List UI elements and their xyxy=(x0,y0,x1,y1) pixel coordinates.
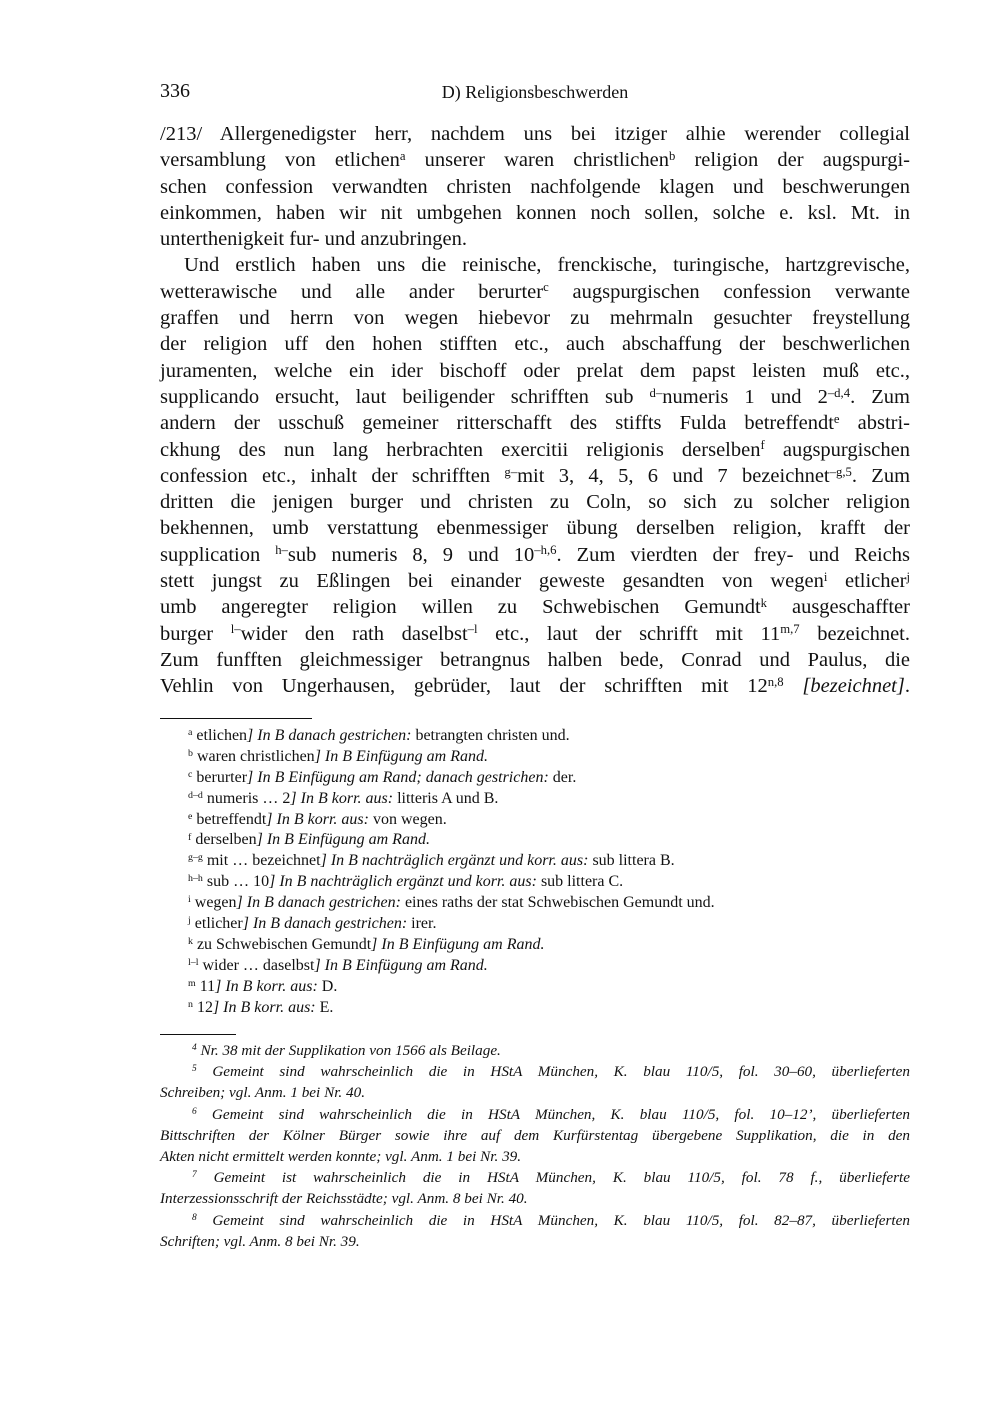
text-run: . Zum vierdten der frey- und Reichs xyxy=(556,543,910,566)
text-line xyxy=(160,673,910,699)
text-run: Vehlin von Ungerhausen, gebrüder, laut der schrifften mit 12 xyxy=(160,675,768,698)
text-run: religion der augspurgi- xyxy=(675,149,910,172)
editorial-text: ] In B danach gestrichen: xyxy=(242,915,412,933)
editorial-text: ] In B korr. aus: xyxy=(290,789,398,807)
text-run: andern der usschuß gemeiner ritterschafft des stiffts Fulda betreffendt xyxy=(160,412,834,435)
text-run: sub littera C. xyxy=(540,873,624,891)
note-marker: a xyxy=(399,148,406,163)
editorial-text: ] In B Einfügung am Rand. xyxy=(314,747,489,765)
text-run: eines raths der stat Schwebischen Gemundt und. xyxy=(404,894,715,912)
text-run: supplicando ersucht, laut beiligender schrifften sub xyxy=(160,385,650,408)
note-marker: i xyxy=(188,894,191,906)
text-run: graffen und herrn von wegen hiebevor zu mehrmaln gesuchter freystellung xyxy=(160,307,910,330)
note-marker: 8 xyxy=(192,1212,197,1223)
text-run: Bittschriften der Kölner Bürger sowie ihre auf dem Kurfürstentag übergebene Supplikation, die in den xyxy=(160,1126,910,1144)
textual-note xyxy=(160,893,910,914)
note-marker: d– xyxy=(649,385,663,400)
editorial-text: ] In B danach gestrichen: xyxy=(236,894,405,912)
text-run: Gemeint sind wahrscheinlich die in HStA München, K. blau 110/5, fol. 30–60, überlieferten xyxy=(196,1063,910,1081)
text-line xyxy=(160,515,910,541)
text-line xyxy=(160,174,910,200)
text-run: derselben xyxy=(191,831,257,849)
text-run: etlicher xyxy=(190,915,243,933)
text-run: E. xyxy=(319,998,334,1016)
note-marker: g– xyxy=(504,464,518,479)
text-run: Gemeint sind wahrscheinlich die in HStA München, K. blau 110/5, fol. 82–87, überlieferten xyxy=(196,1211,910,1229)
textual-note xyxy=(160,789,910,810)
text-run: stett jungst zu Eßlingen bei einander geweste gesandten von wegen xyxy=(160,570,824,593)
text-run: Akten nicht ermittelt werden konnte; vgl. Anm. 1 bei Nr. 39. xyxy=(160,1147,522,1165)
note-marker: 4 xyxy=(192,1043,197,1054)
note-marker: f xyxy=(188,831,192,843)
text-run: berurter xyxy=(192,768,248,786)
text-run: /213/ Allergenedigster herr, nachdem uns bei itziger alhie werender collegial xyxy=(160,123,910,145)
text-run: burger xyxy=(160,622,231,645)
text-line xyxy=(160,121,910,147)
text-run: augspurgischen confession verwante xyxy=(548,280,911,303)
note-marker: h– xyxy=(275,543,288,558)
note-marker: b xyxy=(188,747,193,759)
textual-note xyxy=(160,747,910,768)
editorial-text: [bezeichnet] xyxy=(802,675,905,698)
text-run: bezeichnet. xyxy=(799,622,910,645)
text-run: wegen xyxy=(190,894,237,912)
text-line xyxy=(160,226,910,252)
commentary-note-line xyxy=(160,1167,910,1188)
text-run: betrangten christen und. xyxy=(415,727,570,744)
main-text xyxy=(160,121,910,700)
text-run: wetterawische und alle ander berurter xyxy=(160,280,544,303)
text-run: betreffendt xyxy=(192,810,267,828)
note-marker: k xyxy=(188,935,193,947)
note-marker: –l xyxy=(467,622,478,637)
text-run: Schriften; vgl. Anm. 8 bei Nr. 39. xyxy=(160,1232,360,1250)
note-marker: l– xyxy=(230,622,241,637)
text-run: confession etc., inhalt der schrifften xyxy=(160,464,505,487)
text-run: sub numeris 8, 9 und 10 xyxy=(287,543,535,566)
text-line xyxy=(160,279,910,305)
text-run: D. xyxy=(321,977,338,995)
commentary-rule xyxy=(160,1034,236,1035)
text-run: . Zum xyxy=(851,464,911,487)
text-line xyxy=(160,384,910,410)
note-marker: –d,4 xyxy=(827,385,851,400)
text-line xyxy=(160,331,910,357)
note-marker: h–h xyxy=(188,873,203,885)
text-line xyxy=(160,542,910,568)
text-run: . Zum xyxy=(850,385,910,408)
footnote-rule xyxy=(160,718,312,719)
editorial-text: ] In B Einfügung am Rand. xyxy=(371,935,545,953)
text-line xyxy=(160,647,910,673)
page-number: 336 xyxy=(160,80,190,102)
text-run: zu Schwebischen Gemundt xyxy=(192,935,372,953)
commentary-note-line xyxy=(160,1188,910,1209)
note-marker: d–d xyxy=(188,789,203,801)
note-marker: e xyxy=(188,810,193,822)
editorial-text: ] In B Einfügung am Rand. xyxy=(256,831,430,849)
text-run: von wegen. xyxy=(372,810,447,828)
commentary-note-line xyxy=(160,1061,910,1082)
commentary-note-line xyxy=(160,1104,910,1125)
text-run: . xyxy=(904,675,910,698)
note-marker: i xyxy=(823,569,828,584)
note-marker: e xyxy=(833,411,840,426)
text-run: mit 3, 4, 5, 6 und 7 bezeichnet xyxy=(517,464,830,487)
text-run: sub … 10 xyxy=(202,873,270,891)
text-run: 11 xyxy=(195,977,216,995)
note-marker: m,7 xyxy=(780,622,800,637)
text-run: unserer waren christlichen xyxy=(405,149,669,172)
note-marker: 5 xyxy=(192,1064,197,1075)
textual-note xyxy=(160,726,910,747)
text-run: Gemeint ist wahrscheinlich die in HStA München, K. blau 110/5, fol. 78 f., überlieferte xyxy=(196,1169,910,1187)
text-run: numeris … 2 xyxy=(202,789,291,807)
text-line xyxy=(160,621,910,647)
text-run: etlicher xyxy=(827,570,907,593)
text-run: umb angeregter religion willen zu Schwebischen Gemundt xyxy=(160,596,761,619)
editorial-text: ] In B korr. aus: xyxy=(215,977,322,995)
text-run: etlichen xyxy=(192,727,248,744)
note-marker: m xyxy=(188,977,196,989)
text-run: irer. xyxy=(411,915,437,933)
commentary-notes xyxy=(160,1040,910,1252)
text-run: supplication xyxy=(160,543,276,566)
textual-note xyxy=(160,768,910,789)
commentary-note-line xyxy=(160,1146,910,1167)
editorial-text: ] In B nachträglich ergänzt und korr. aus: xyxy=(269,873,541,891)
text-run: Zum funfften gleichmessiger betrangnus halben bede, Conrad und Paulus, die xyxy=(160,648,910,671)
textual-note xyxy=(160,872,910,893)
text-run: unterthenigkeit fur- und anzubringen. xyxy=(160,228,467,251)
text-line xyxy=(160,437,910,463)
text-line xyxy=(160,200,910,226)
page-header xyxy=(160,80,910,108)
text-line xyxy=(160,147,910,173)
text-run: abstri- xyxy=(839,412,910,435)
text-run: augspurgischen xyxy=(764,438,910,461)
note-marker: k xyxy=(760,596,768,610)
textual-note xyxy=(160,851,910,872)
editorial-text: ] In B korr. aus: xyxy=(266,810,373,828)
note-marker: n,8 xyxy=(767,674,784,689)
note-marker: c xyxy=(188,768,193,780)
editorial-text: ] In B Einfügung am Rand. xyxy=(314,956,488,974)
text-line xyxy=(160,358,910,384)
note-marker: j xyxy=(906,569,910,584)
text-run: wider den rath daselbst xyxy=(240,622,468,645)
note-marker: –g,5 xyxy=(829,464,852,479)
editorial-text: ] In B Einfügung am Rand; danach gestrichen: xyxy=(247,768,553,786)
text-run: Nr. 38 mit der Supplikation von 1566 als Beilage. xyxy=(196,1042,501,1059)
text-line xyxy=(160,410,910,436)
note-marker: c xyxy=(543,280,549,295)
textual-note xyxy=(160,935,910,956)
text-run: wider … daselbst xyxy=(198,956,315,974)
commentary-note-line xyxy=(160,1040,910,1061)
editorial-text: ] In B nachträglich ergänzt und korr. aus: xyxy=(320,852,593,870)
text-line xyxy=(160,463,910,489)
text-line xyxy=(160,568,910,594)
textual-note xyxy=(160,998,910,1019)
commentary-note-line xyxy=(160,1082,910,1103)
textual-note xyxy=(160,830,910,851)
text-run: versamblung von etlichen xyxy=(160,149,400,172)
textual-note xyxy=(160,956,910,977)
text-run: waren christlichen xyxy=(192,747,315,765)
text-run: Schreiben; vgl. Anm. 1 bei Nr. 40. xyxy=(160,1084,365,1102)
text-run: der religion uff den hohen stifften etc., auch abschaffung der beschwerlichen xyxy=(160,333,910,356)
note-marker: b xyxy=(668,148,676,163)
note-marker: 7 xyxy=(192,1170,197,1181)
textual-notes xyxy=(160,726,910,1018)
text-run: ckhung des nun lang herbrachten exercitii religionis derselben xyxy=(160,438,761,461)
commentary-note-line xyxy=(160,1231,910,1252)
textual-note xyxy=(160,810,910,831)
textual-note xyxy=(160,914,910,935)
commentary-note-line xyxy=(160,1210,910,1231)
textual-note xyxy=(160,977,910,998)
editorial-text: ] In B korr. aus: xyxy=(212,998,320,1016)
note-marker: a xyxy=(188,727,193,739)
note-marker: l–l xyxy=(188,956,199,968)
text-run: litteris A und B. xyxy=(397,789,499,807)
text-run: einkommen, haben wir nit umbgehen konnen noch sollen, solche e. ksl. Mt. in xyxy=(160,201,910,224)
note-marker: g–g xyxy=(188,852,203,864)
note-marker: f xyxy=(760,438,765,453)
text-run: sub littera B. xyxy=(592,852,675,870)
text-line xyxy=(160,594,910,620)
text-line xyxy=(160,252,910,278)
text-run: Gemeint sind wahrscheinlich die in HStA München, K. blau 110/5, fol. 10–12’, überlieferten xyxy=(196,1105,910,1123)
text-run: juramenten, welche ein ider bischoff oder prelat dem papst leisten muß etc., xyxy=(160,359,910,382)
text-run: der. xyxy=(552,768,577,786)
text-run: Interzessionsschrift der Reichsstädte; vgl. Anm. 8 bei Nr. 40. xyxy=(160,1190,528,1208)
note-marker: –h,6 xyxy=(534,543,557,558)
text-run: dritten die jenigen burger und christen zu Coln, so sich zu solcher religion xyxy=(160,491,910,514)
note-marker: j xyxy=(188,915,191,927)
editorial-text: ] In B danach gestrichen: xyxy=(247,727,416,744)
note-marker: 6 xyxy=(192,1106,197,1117)
text-run: mit … bezeichnet xyxy=(202,852,321,870)
text-run: bekhennen, umb verstattung ebenmessiger übung derselben religion, krafft der xyxy=(160,517,910,540)
text-run: Und erstlich haben uns die reinische, frenckische, turingische, hartzgrevische, xyxy=(184,254,910,277)
text-run: ausgeschaffter xyxy=(767,596,910,619)
text-run: etc., laut der schrifft mit 11 xyxy=(477,622,781,645)
text-line xyxy=(160,305,910,331)
text-line xyxy=(160,489,910,515)
text-run: 12 xyxy=(192,998,213,1016)
commentary-note-line xyxy=(160,1125,910,1146)
running-title: D) Religionsbeschwerden xyxy=(441,82,629,102)
text-run xyxy=(784,675,803,697)
text-run: numeris 1 und 2 xyxy=(662,385,828,408)
note-marker: n xyxy=(188,998,193,1010)
text-run: schen confession verwandten christen nachfolgende klagen und beschwerungen xyxy=(160,175,910,198)
